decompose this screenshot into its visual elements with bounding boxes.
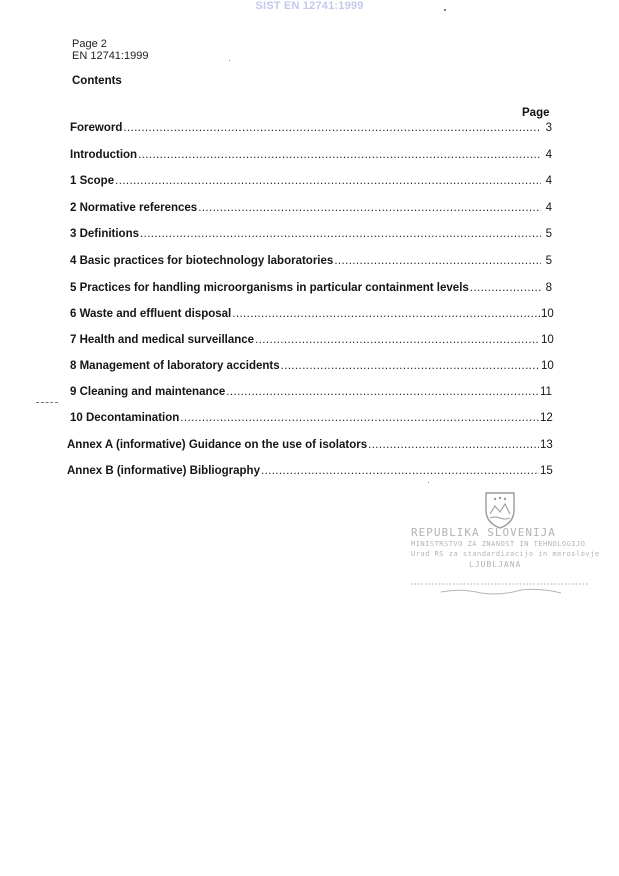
toc-dot-leader (115, 175, 541, 187)
page-number-label: Page 2 (72, 38, 107, 50)
toc-dot-leader (281, 360, 540, 372)
toc-entry-title: 2 Normative references (70, 202, 198, 214)
toc-dot-leader (334, 255, 541, 267)
toc-entry-title: 10 Decontamination (70, 412, 180, 424)
toc-entry (67, 439, 553, 451)
toc-entry (70, 412, 553, 424)
document-id: EN 12741:1999 (72, 50, 149, 62)
toc-entry-title: Annex B (informative) Bibliography (67, 465, 260, 477)
toc-entry-title: Foreword (70, 122, 123, 134)
toc-entry-page: 10 (541, 360, 554, 372)
toc-entry (70, 282, 552, 294)
toc-entry-page: 10 (541, 334, 554, 346)
stamp-line: Urad RS za standardizacijo in meroslovje (411, 550, 600, 558)
toc-entry-title: 8 Management of laboratory accidents (70, 360, 280, 372)
toc-entry (70, 202, 552, 214)
toc-entry-page: 4 (545, 175, 552, 187)
toc-entry (70, 386, 550, 398)
stamp-line: LJUBLJANA (469, 560, 522, 569)
contents-heading: Contents (72, 75, 122, 87)
toc-entry-page: 4 (545, 149, 552, 161)
page-column-heading: Page (522, 107, 550, 119)
margin-mark (36, 402, 58, 403)
toc-entry-title: 5 Practices for handling microorganisms in particular containment levels (70, 282, 469, 294)
toc-entry-page: 11 (540, 386, 552, 398)
toc-entry (70, 334, 554, 346)
stamp-line: MINISTRSTVO ZA ZNANOST IN TEHNOLOGIJO (411, 540, 586, 548)
toc-entry-title: 3 Definitions (70, 228, 140, 240)
toc-entry (70, 175, 552, 187)
toc-entry-page: 13 (540, 439, 553, 451)
toc-dot-leader (180, 412, 539, 424)
toc-entry (70, 122, 552, 134)
toc-dot-leader (198, 202, 541, 214)
toc-entry-page: 12 (540, 412, 553, 424)
toc-entry-page: 3 (545, 122, 552, 134)
toc-entry-page: 5 (545, 228, 552, 240)
toc-dot-leader (368, 439, 539, 451)
toc-entry-title: 4 Basic practices for biotechnology laboratories (70, 255, 334, 267)
coat-of-arms-icon (483, 490, 517, 530)
toc-entry-title: 1 Scope (70, 175, 115, 187)
toc-entry (67, 465, 553, 477)
toc-entry-page: 10 (541, 308, 554, 320)
toc-dot-leader (123, 122, 541, 134)
toc-dot-leader (226, 386, 539, 398)
official-stamp (405, 490, 600, 600)
toc-dot-leader (138, 149, 541, 161)
scan-speck (428, 482, 429, 483)
toc-entry-page: 5 (545, 255, 552, 267)
toc-entry-title: 9 Cleaning and maintenance (70, 386, 226, 398)
scan-speck (444, 9, 446, 11)
toc-dot-leader (140, 228, 541, 240)
toc-entry (70, 255, 552, 267)
scan-speck (229, 60, 230, 61)
toc-entry (70, 360, 554, 372)
stamp-signature-line (411, 578, 591, 598)
toc-entry-title: Introduction (70, 149, 138, 161)
toc-dot-leader (232, 308, 540, 320)
toc-dot-leader (261, 465, 539, 477)
toc-entry-title: 7 Health and medical surveillance (70, 334, 255, 346)
toc-dot-leader (255, 334, 540, 346)
toc-entry-page: 8 (545, 282, 552, 294)
toc-entry-title: 6 Waste and effluent disposal (70, 308, 232, 320)
toc-dot-leader (470, 282, 541, 294)
toc-entry-page: 15 (540, 465, 553, 477)
toc-entry (70, 308, 554, 320)
toc-entry-page: 4 (545, 202, 552, 214)
toc-entry (70, 228, 552, 240)
toc-entry (70, 149, 552, 161)
watermark: SIST EN 12741:1999 (255, 0, 364, 12)
stamp-line: REPUBLIKA SLOVENIJA (411, 526, 556, 539)
toc-entry-title: Annex A (informative) Guidance on the use of isolators (67, 439, 368, 451)
